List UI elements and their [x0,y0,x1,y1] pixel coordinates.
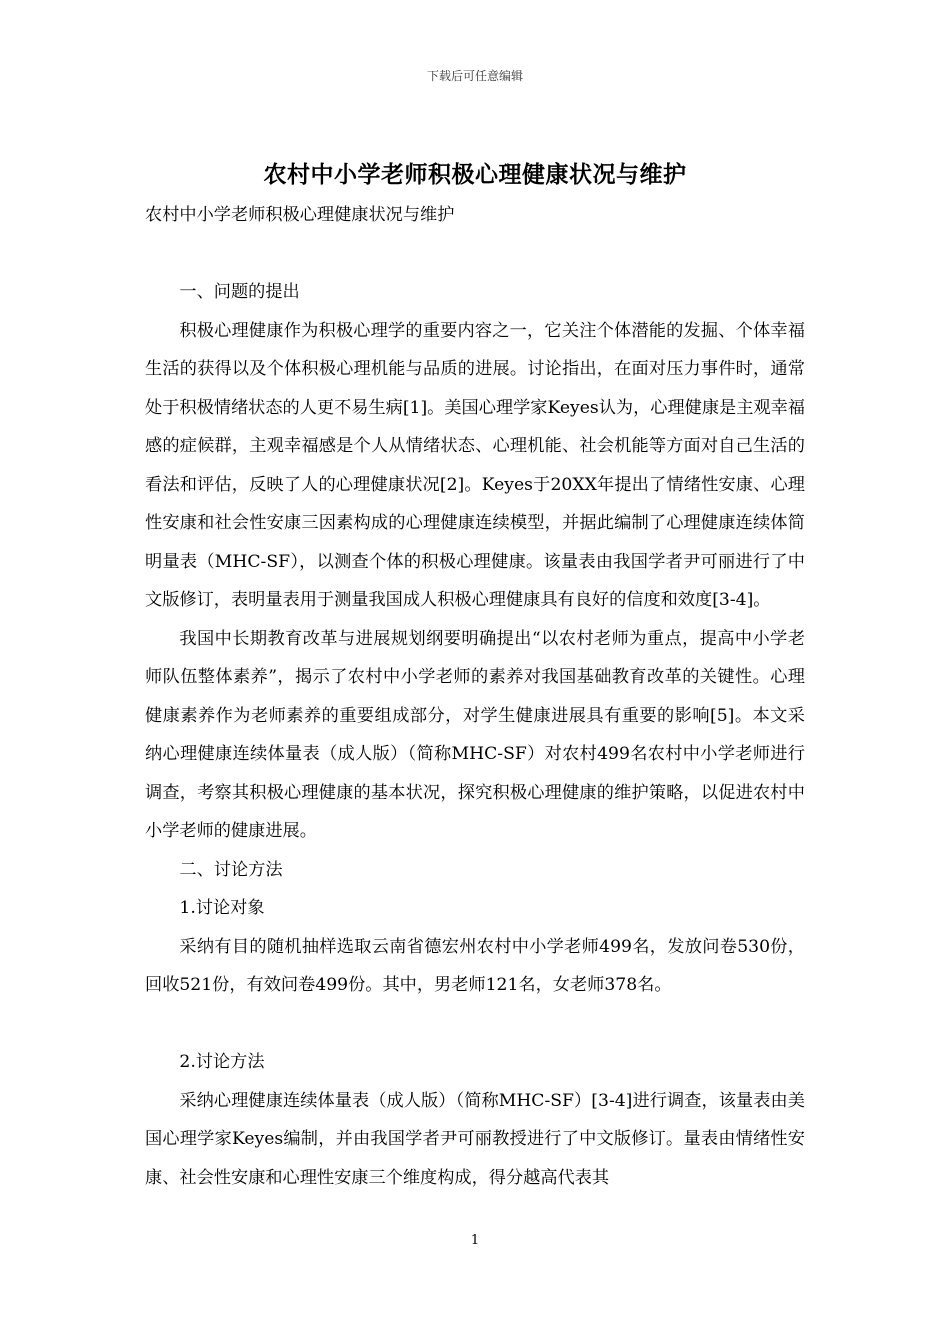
section-2-heading: 二、讨论方法 [179,859,283,880]
blank-line [145,235,805,274]
document-title: 农村中小学老师积极心理健康状况与维护 [263,162,687,188]
document-body [145,196,805,1197]
section-1-paragraph-1: 积极心理健康作为积极心理学的重要内容之一，它关注个体潜能的发掘、个体幸福生活的获得以及个体积极心理机能与品质的进展。讨论指出，在面对压力事件时，通常处于积极情绪状态的人更不易生病[1]。美国心理学家Keyes认为，心理健康是主观幸福感的症候群，主观幸福感是个人从情绪状态、心理机能、社会机能等方面对自己生活的看法和评估，反映了人的心理健康状况[2]。Keyes于20XX年提出了情绪性安康、心理性安康和社会性安康三因素构成的心理健康连续模型，并据此编制了心理健康连续体简明量表（MHC-SF），以测查个体的积极心理健康。该量表由我国学者尹可丽进行了中文版修订，表明量表用于测量我国成人积极心理健康具有良好的信度和效度[3-4]。 [145,320,805,610]
blank-line [145,1005,805,1044]
header-note: 下载后可任意编辑 [426,69,523,83]
section-1-heading: 一、问题的提出 [179,282,300,302]
subsection-1-paragraph: 采纳有目的随机抽样选取云南省德宏州农村中小学老师499名，发放问卷530份，回收521份，有效问卷499份。其中，男老师121名，女老师378名。 [145,936,805,995]
page-number: 1 [470,1233,480,1248]
section-1-paragraph-2: 我国中长期教育改革与进展规划纲要明确提出“以农村老师为重点，提高中小学老师队伍整体素养”，揭示了农村中小学老师的素养对我国基础教育改革的关键性。心理健康素养作为老师素养的重要组成部分，对学生健康进展具有重要的影响[5]。本文采纳心理健康连续体量表（成人版）（简称MHC-SF）对农村499名农村中小学老师进行调查，考察其积极心理健康的基本状况，探究积极心理健康的维护策略，以促进农村中小学老师的健康进展。 [145,628,805,841]
subsection-1-heading: 1.讨论对象 [179,898,265,918]
subsection-2-paragraph: 采纳心理健康连续体量表（成人版）（简称MHC-SF）[3-4]进行调查，该量表由美国心理学家Keyes编制，并由我国学者尹可丽教授进行了中文版修订。量表由情绪性安康、社会性安康和心理性安康三个维度构成，得分越高代表其 [145,1090,805,1188]
document-subtitle: 农村中小学老师积极心理健康状况与维护 [145,205,455,225]
subsection-2-heading: 2.讨论方法 [179,1052,265,1072]
